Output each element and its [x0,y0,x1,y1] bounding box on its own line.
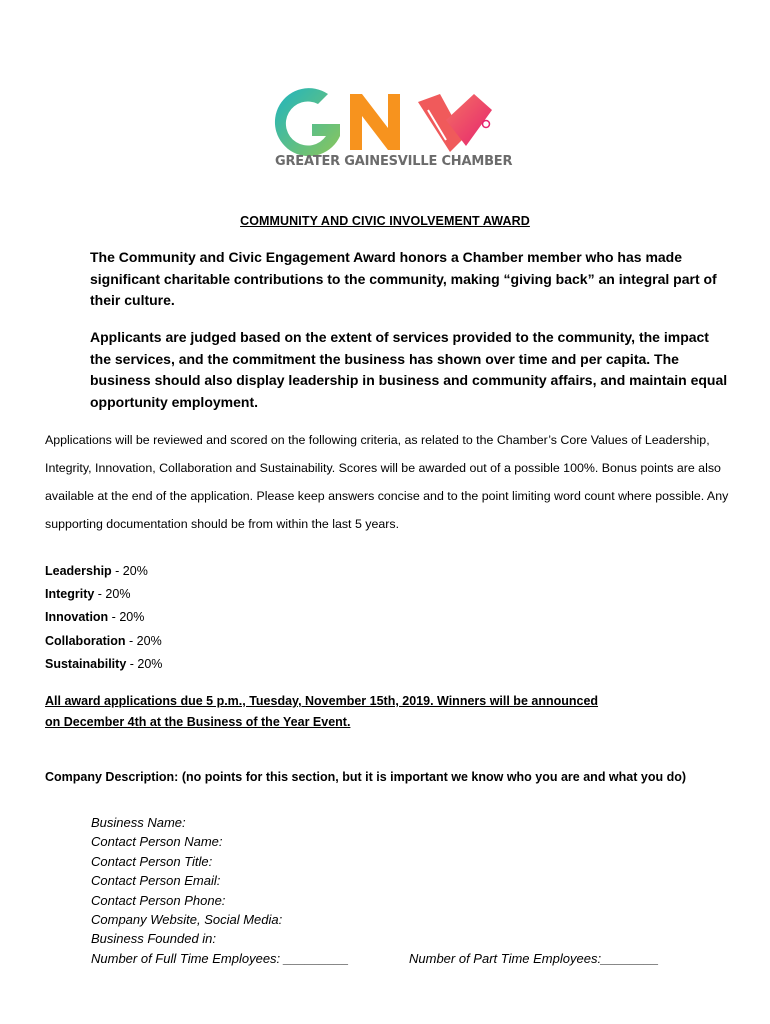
criteria-item: Innovation - 20% [45,610,145,625]
award-title: COMMUNITY AND CIVIC INVOLVEMENT AWARD [240,214,530,228]
field-label: Contact Person Email: [91,873,221,889]
criteria-item: Integrity - 20% [45,587,131,602]
logo-heart-icon [418,94,492,152]
lead-paragraph: Applicants are judged based on the extent of services provided to the community, the impact the services, and the commitment the business has shown over time and per capita. The business should also display leadership in business and community affairs, and maintain equal opportunity employment. [90,329,728,410]
field-label: Contact Person Title: [91,853,213,869]
criteria-item: Leadership - 20% [45,564,148,578]
employees-row [91,949,731,968]
company-fields [91,813,731,968]
company-description-heading: Company Description: (no points for this section, but it is important we know who you are and what you do) [45,770,686,784]
field-label: Company Website, Social Media: [91,912,283,928]
logo-letter-g [275,88,340,156]
criteria-list [45,560,162,676]
logo-caption: GREATER GAINESVILLE CHAMBER [275,154,513,169]
criteria-item: Sustainability - 20% [45,656,163,671]
criteria-intro-paragraph: Applications will be reviewed and scored on the following criteria, as related to the Chamber’s Core Values of Leadership, Integrity, Innovation, Collaboration and Sustainability. Scores will be awarded out of a possible 100%. Bonus points are also available at the end of the application. Please keep answers concise and to the point limiting word count where possible. Any supporting documentation should be from within the last 5 years. [45,433,729,531]
field-label: Business Founded in: [91,931,217,947]
field-label: Contact Person Phone: [91,892,226,908]
criteria-item: Collaboration - 20% [45,633,162,648]
part-time-employees-field: Number of Part Time Employees:________ [409,950,659,966]
full-time-employees-field: Number of Full Time Employees: _________ [91,950,349,966]
lead-paragraph: The Community and Civic Engagement Award honors a Chamber member who has made significant charitable contributions to the community, making “giving back” an integral part of their culture. [90,249,717,308]
field-label: Business Name: [91,815,186,830]
field-label: Contact Person Name: [91,834,223,850]
logo-letter-n [350,94,400,150]
deadline-notice: All award applications due 5 p.m., Tuesday, November 15th, 2019. Winners will be announced on December 4th at the Business of the Year Event. [45,694,599,729]
